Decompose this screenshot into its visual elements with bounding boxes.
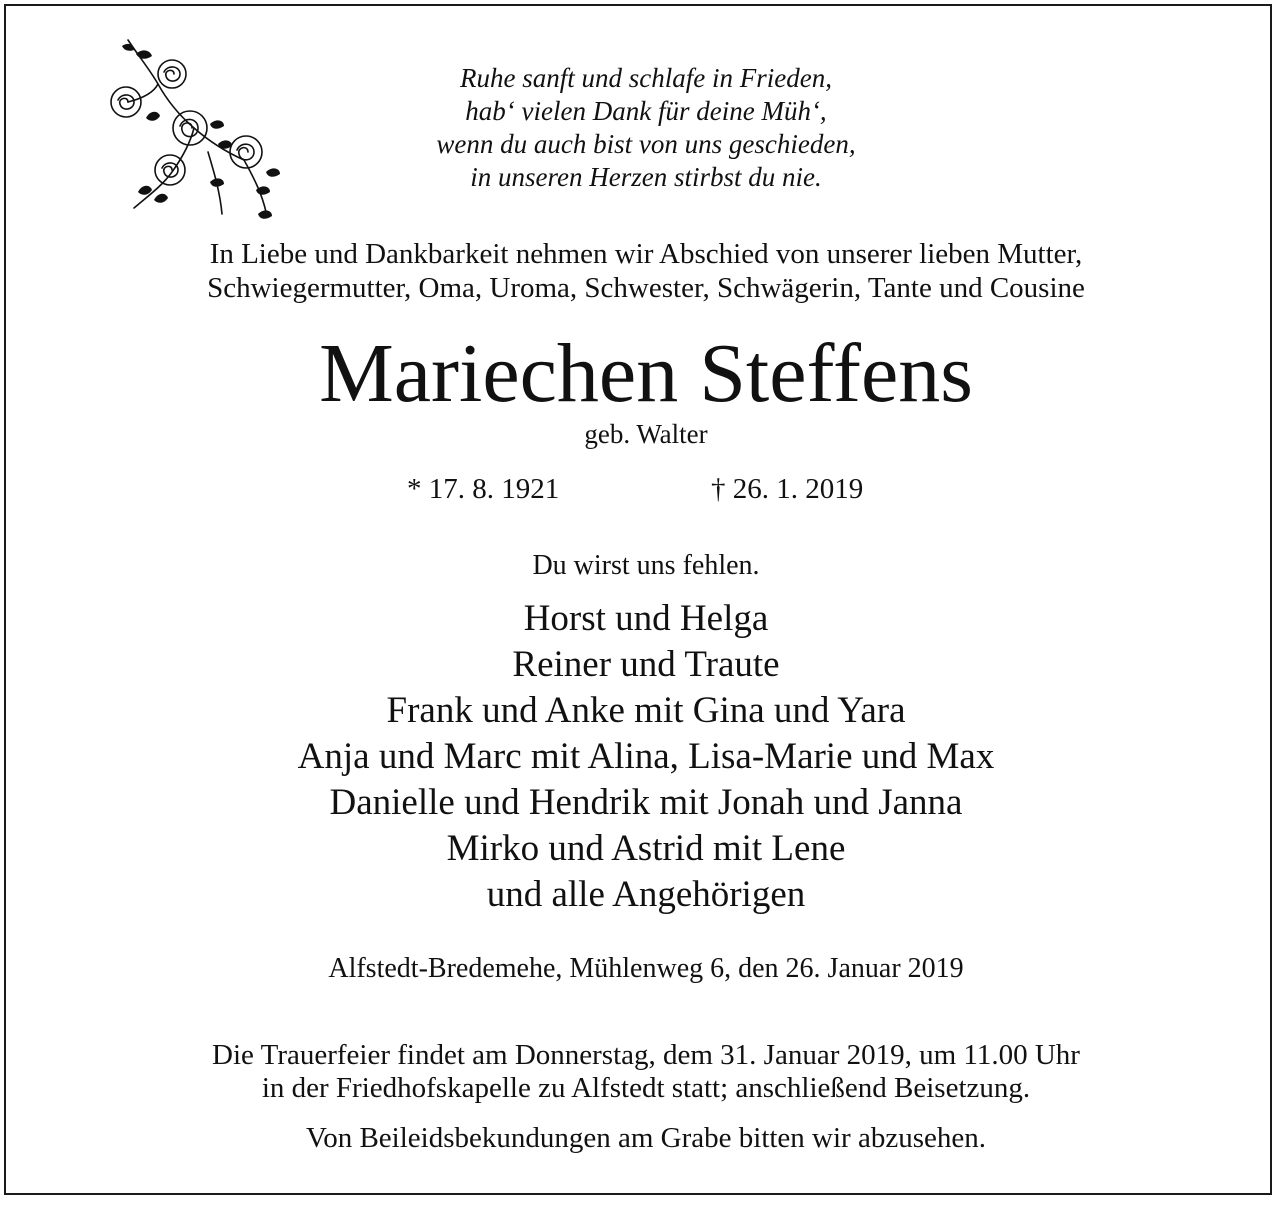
service-line: in der Friedhofskapelle zu Alfstedt statt; anschließend Beisetzung.	[261, 1072, 1031, 1104]
verse-line: hab‘ vielen Dank für deine Müh‘,	[465, 96, 827, 126]
mourner-line: Frank und Anke mit Gina und Yara	[386, 690, 906, 731]
funeral-service-info	[66, 1039, 1226, 1105]
farewell-line: Du wirst uns fehlen.	[532, 550, 760, 581]
verse-line: in unseren Herzen stirbst du nie.	[470, 162, 822, 192]
intro-line: Schwiegermutter, Oma, Uroma, Schwester, Schwägerin, Tante und Cousine	[207, 272, 1085, 304]
life-dates	[66, 470, 1226, 508]
mourner-line: Mirko und Astrid mit Lene	[446, 828, 846, 869]
birth-date: * 17. 8. 1921	[407, 473, 560, 505]
memorial-verse	[346, 62, 946, 194]
mourner-line: Reiner und Traute	[512, 644, 780, 685]
mourners-list	[66, 596, 1226, 918]
verse-line: wenn du auch bist von uns geschieden,	[436, 129, 856, 159]
rose-branch-icon	[98, 32, 294, 228]
service-line: Die Trauerfeier findet am Donnerstag, dem 31. Januar 2019, um 11.00 Uhr	[212, 1039, 1080, 1071]
intro-line: In Liebe und Dankbarkeit nehmen wir Abschied von unserer lieben Mutter,	[209, 238, 1083, 270]
death-date: † 26. 1. 2019	[711, 473, 864, 505]
obituary-notice	[4, 4, 1272, 1195]
mourner-line: Anja und Marc mit Alina, Lisa-Marie und Max	[297, 736, 995, 777]
deceased-name: Mariechen Steffens	[319, 327, 973, 420]
condolence-note: Von Beileidsbekundungen am Grabe bitten wir abzusehen.	[306, 1122, 986, 1154]
farewell-intro	[66, 237, 1226, 305]
mourner-line: Danielle und Hendrik mit Jonah und Janna	[329, 782, 963, 823]
mourner-line: Horst und Helga	[523, 598, 769, 639]
mourner-line: und alle Angehörigen	[486, 874, 806, 915]
place-and-date: Alfstedt-Bredemehe, Mühlenweg 6, den 26. Januar 2019	[328, 953, 964, 984]
birth-name: geb. Walter	[584, 419, 708, 449]
verse-line: Ruhe sanft und schlafe in Frieden,	[460, 63, 832, 93]
